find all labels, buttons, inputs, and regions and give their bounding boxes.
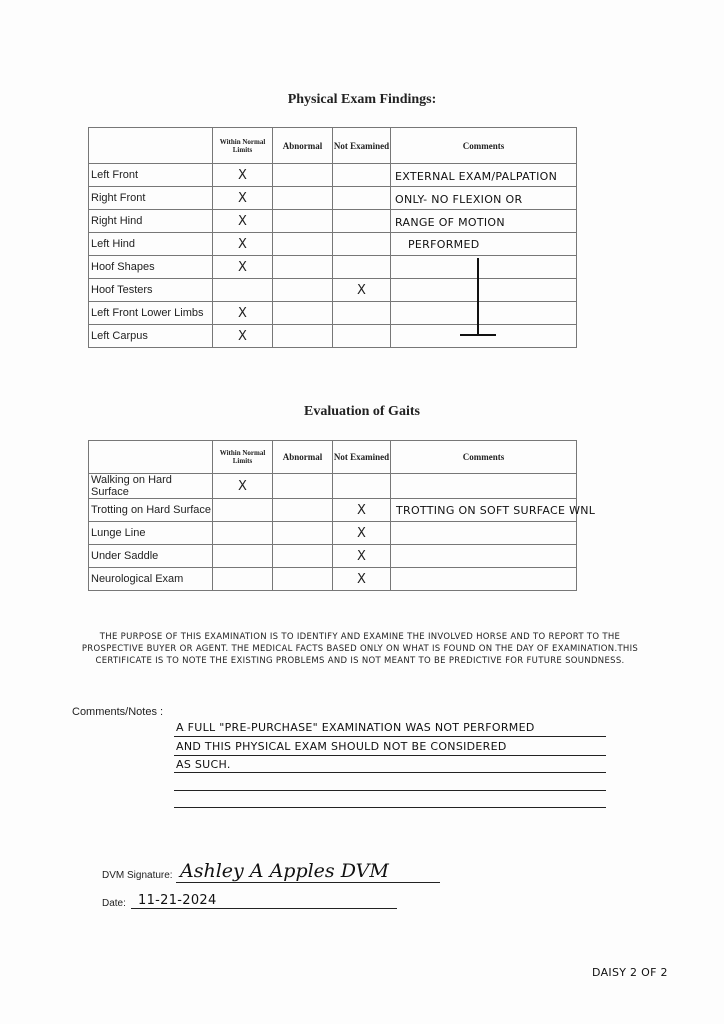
- not-examined-mark: X: [333, 545, 391, 568]
- wnl-mark: [213, 568, 273, 591]
- notes-line: AND THIS PHYSICAL EXAM SHOULD NOT BE CONSIDERED: [176, 740, 507, 753]
- not-examined-mark: [333, 187, 391, 210]
- row-label: Walking on Hard Surface: [89, 474, 213, 499]
- wnl-mark: X: [213, 210, 273, 233]
- wnl-mark: X: [213, 474, 273, 499]
- pe-comment-line: ONLY- NO FLEXION OR: [395, 193, 523, 206]
- header-not-examined: Not Examined: [333, 441, 391, 474]
- pe-comment-line: PERFORMED: [408, 238, 480, 251]
- wnl-mark: [213, 499, 273, 522]
- table-row: [89, 474, 577, 499]
- wnl-mark: X: [213, 325, 273, 348]
- not-examined-mark: X: [333, 499, 391, 522]
- pe-comment-line: RANGE OF MOTION: [395, 216, 505, 229]
- not-examined-mark: [333, 474, 391, 499]
- gaits-table: [88, 440, 596, 591]
- not-examined-mark: [333, 256, 391, 279]
- row-label: Trotting on Hard Surface: [89, 499, 213, 522]
- row-label: Left Hind: [89, 233, 213, 256]
- comment-cell: [391, 545, 577, 568]
- comment-cell: [391, 522, 577, 545]
- abnormal-mark: [273, 187, 333, 210]
- row-label: Right Hind: [89, 210, 213, 233]
- row-label: Left Front Lower Limbs: [89, 302, 213, 325]
- wnl-mark: X: [213, 256, 273, 279]
- date-value: 11-21-2024: [138, 893, 217, 908]
- abnormal-mark: [273, 499, 333, 522]
- table-row: [89, 568, 577, 591]
- table-row: [89, 302, 577, 325]
- comments-notes-label: Comments/Notes :: [72, 706, 164, 718]
- page-footer: DAISY 2 OF 2: [592, 966, 668, 979]
- continuation-arrow: [477, 258, 479, 335]
- notes-line: A FULL "PRE-PURCHASE" EXAMINATION WAS NOT PERFORMED: [176, 721, 535, 734]
- wnl-mark: X: [213, 233, 273, 256]
- comment-cell: [391, 568, 577, 591]
- continuation-arrow-base: [460, 334, 496, 336]
- table-row: [89, 279, 577, 302]
- notes-line: AS SUCH.: [176, 758, 231, 771]
- wnl-mark: X: [213, 164, 273, 187]
- gaits-title: Evaluation of Gaits: [304, 404, 420, 419]
- comment-cell: [391, 474, 577, 499]
- comment-cell: [391, 279, 577, 302]
- not-examined-mark: [333, 325, 391, 348]
- header-blank: [89, 441, 213, 474]
- comment-cell: [391, 302, 577, 325]
- row-label: Hoof Shapes: [89, 256, 213, 279]
- table-row: [89, 325, 577, 348]
- not-examined-mark: X: [333, 568, 391, 591]
- abnormal-mark: [273, 545, 333, 568]
- abnormal-mark: [273, 233, 333, 256]
- abnormal-mark: [273, 256, 333, 279]
- not-examined-mark: X: [333, 522, 391, 545]
- date-label: Date:: [102, 898, 126, 909]
- abnormal-mark: [273, 568, 333, 591]
- pe-comment-line: EXTERNAL EXAM/PALPATION: [395, 170, 558, 183]
- row-label: Hoof Testers: [89, 279, 213, 302]
- abnormal-mark: [273, 474, 333, 499]
- comment-cell: [391, 325, 577, 348]
- row-label: Lunge Line: [89, 522, 213, 545]
- disclaimer-text: THE PURPOSE OF THIS EXAMINATION IS TO IDENTIFY AND EXAMINE THE INVOLVED HORSE AND TO REPORT TO THE PROSPECTIVE BUYER OR AGENT. THE MEDICAL FACTS BASED ONLY ON WHAT IS FOUND ON THE DAY OF EXAMINATION.THIS CERTIFICATE IS TO NOTE THE EXISTING PROBLEMS AND IS NOT MEANT TO BE PREDICTIVE FOR FUTURE SOUNDNESS.: [81, 632, 639, 666]
- wnl-mark: X: [213, 302, 273, 325]
- not-examined-mark: [333, 302, 391, 325]
- header-wnl: Within Normal Limits: [213, 128, 273, 164]
- table-row: [89, 233, 577, 256]
- abnormal-mark: [273, 210, 333, 233]
- row-label: Left Front: [89, 164, 213, 187]
- physical-exam-table: [88, 127, 577, 348]
- not-examined-mark: [333, 164, 391, 187]
- table-row: [89, 499, 577, 522]
- wnl-mark: X: [213, 187, 273, 210]
- header-comments: Comments: [391, 441, 577, 474]
- wnl-mark: [213, 522, 273, 545]
- abnormal-mark: [273, 164, 333, 187]
- row-label: Right Front: [89, 187, 213, 210]
- comment-cell: TROTTING ON SOFT SURFACE WNL: [391, 499, 577, 522]
- table-row: [89, 545, 577, 568]
- abnormal-mark: [273, 279, 333, 302]
- signature-label: DVM Signature:: [102, 870, 173, 881]
- header-blank: [89, 128, 213, 164]
- wnl-mark: [213, 279, 273, 302]
- wnl-mark: [213, 545, 273, 568]
- row-label: Left Carpus: [89, 325, 213, 348]
- comment-cell: [391, 256, 577, 279]
- header-comments: Comments: [391, 128, 577, 164]
- header-not-examined: Not Examined: [333, 128, 391, 164]
- dvm-signature: Ashley A Apples DVM: [180, 860, 389, 882]
- abnormal-mark: [273, 302, 333, 325]
- abnormal-mark: [273, 522, 333, 545]
- not-examined-mark: [333, 233, 391, 256]
- header-wnl: Within Normal Limits: [213, 441, 273, 474]
- row-label: Neurological Exam: [89, 568, 213, 591]
- physical-exam-title: Physical Exam Findings:: [287, 92, 437, 107]
- row-label: Under Saddle: [89, 545, 213, 568]
- not-examined-mark: X: [333, 279, 391, 302]
- not-examined-mark: [333, 210, 391, 233]
- header-abnormal: Abnormal: [273, 128, 333, 164]
- abnormal-mark: [273, 325, 333, 348]
- table-row: [89, 256, 577, 279]
- header-abnormal: Abnormal: [273, 441, 333, 474]
- table-row: [89, 522, 577, 545]
